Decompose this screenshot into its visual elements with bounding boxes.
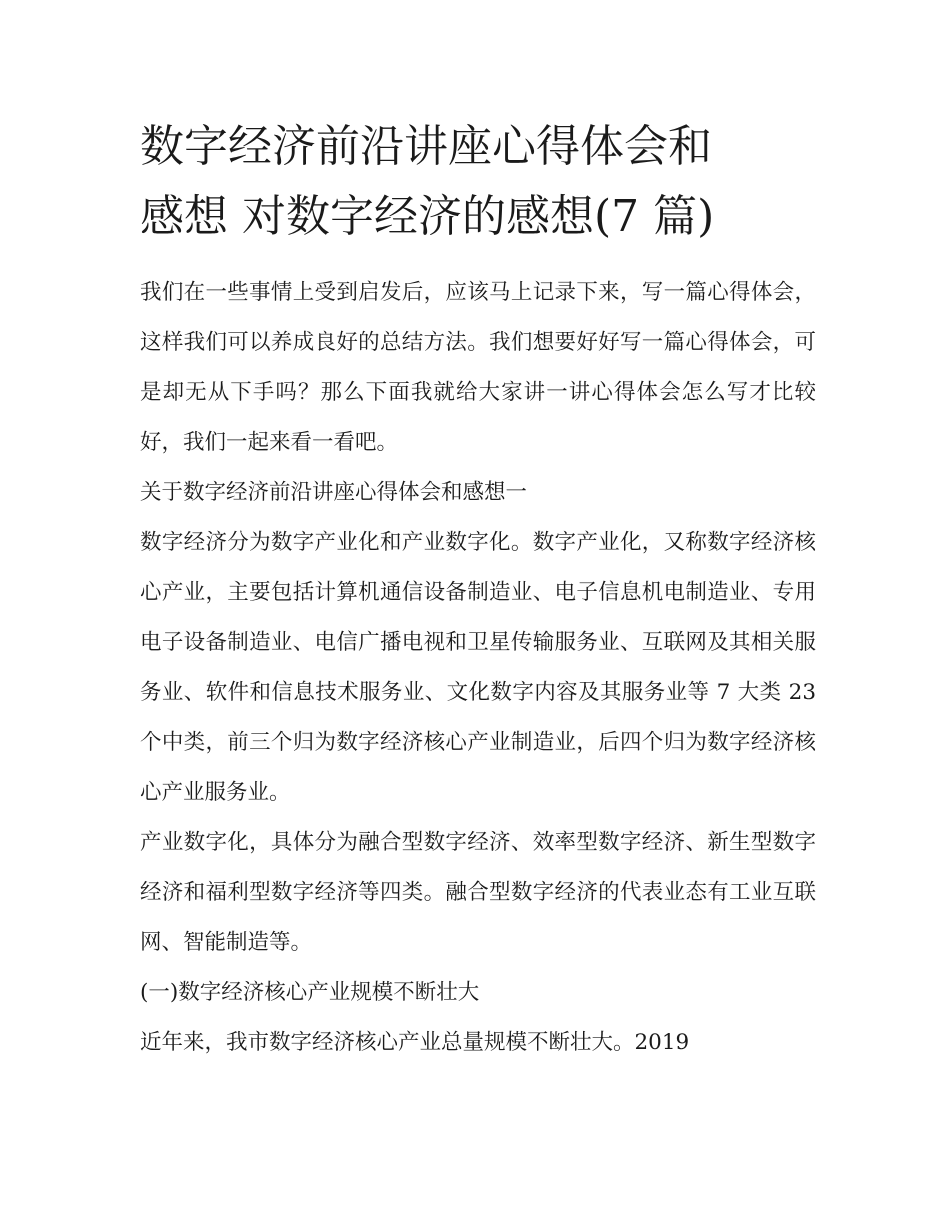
paragraph-industrial-digitalization: 产业数字化，具体分为融合型数字经济、效率型数字经济、新生型数字经济和福利型数字经济等四类。融合型数字经济的代表业态有工业互联网、智能制造等。: [140, 830, 816, 955]
intro-paragraph: 我们在一些事情上受到启发后，应该马上记录下来，写一篇心得体会，这样我们可以养成良好的总结方法。我们想要好好写一篇心得体会，可是却无从下手吗？那么下面我就给大家讲一讲心得体会怎么写才比较好，我们一起来看一看吧。: [140, 280, 816, 455]
subheading-core-industry-scale: (一)数字经济核心产业规模不断壮大: [140, 980, 480, 1005]
title-line-1: 数字经济前沿讲座心得体会和: [140, 121, 712, 172]
document-title: [140, 112, 816, 252]
paragraph-digital-industrialization: 数字经济分为数字产业化和产业数字化。数字产业化，又称数字经济核心产业，主要包括计算机通信设备制造业、电子信息机电制造业、专用电子设备制造业、电信广播电视和卫星传输服务业、互联网及其相关服务业、软件和信息技术服务业、文化数字内容及其服务业等 7 大类 23 个中类，前三个归为数字经济核心产业制造业，后四个归为数字经济核心产业服务业。: [140, 530, 816, 805]
document-body: [140, 112, 816, 1068]
paragraph-recent-years: 近年来，我市数字经济核心产业总量规模不断壮大。2019: [140, 1030, 690, 1055]
title-line-2: 感想 对数字经济的感想(7 篇): [140, 191, 715, 242]
section-heading: 关于数字经济前沿讲座心得体会和感想一: [140, 480, 528, 505]
